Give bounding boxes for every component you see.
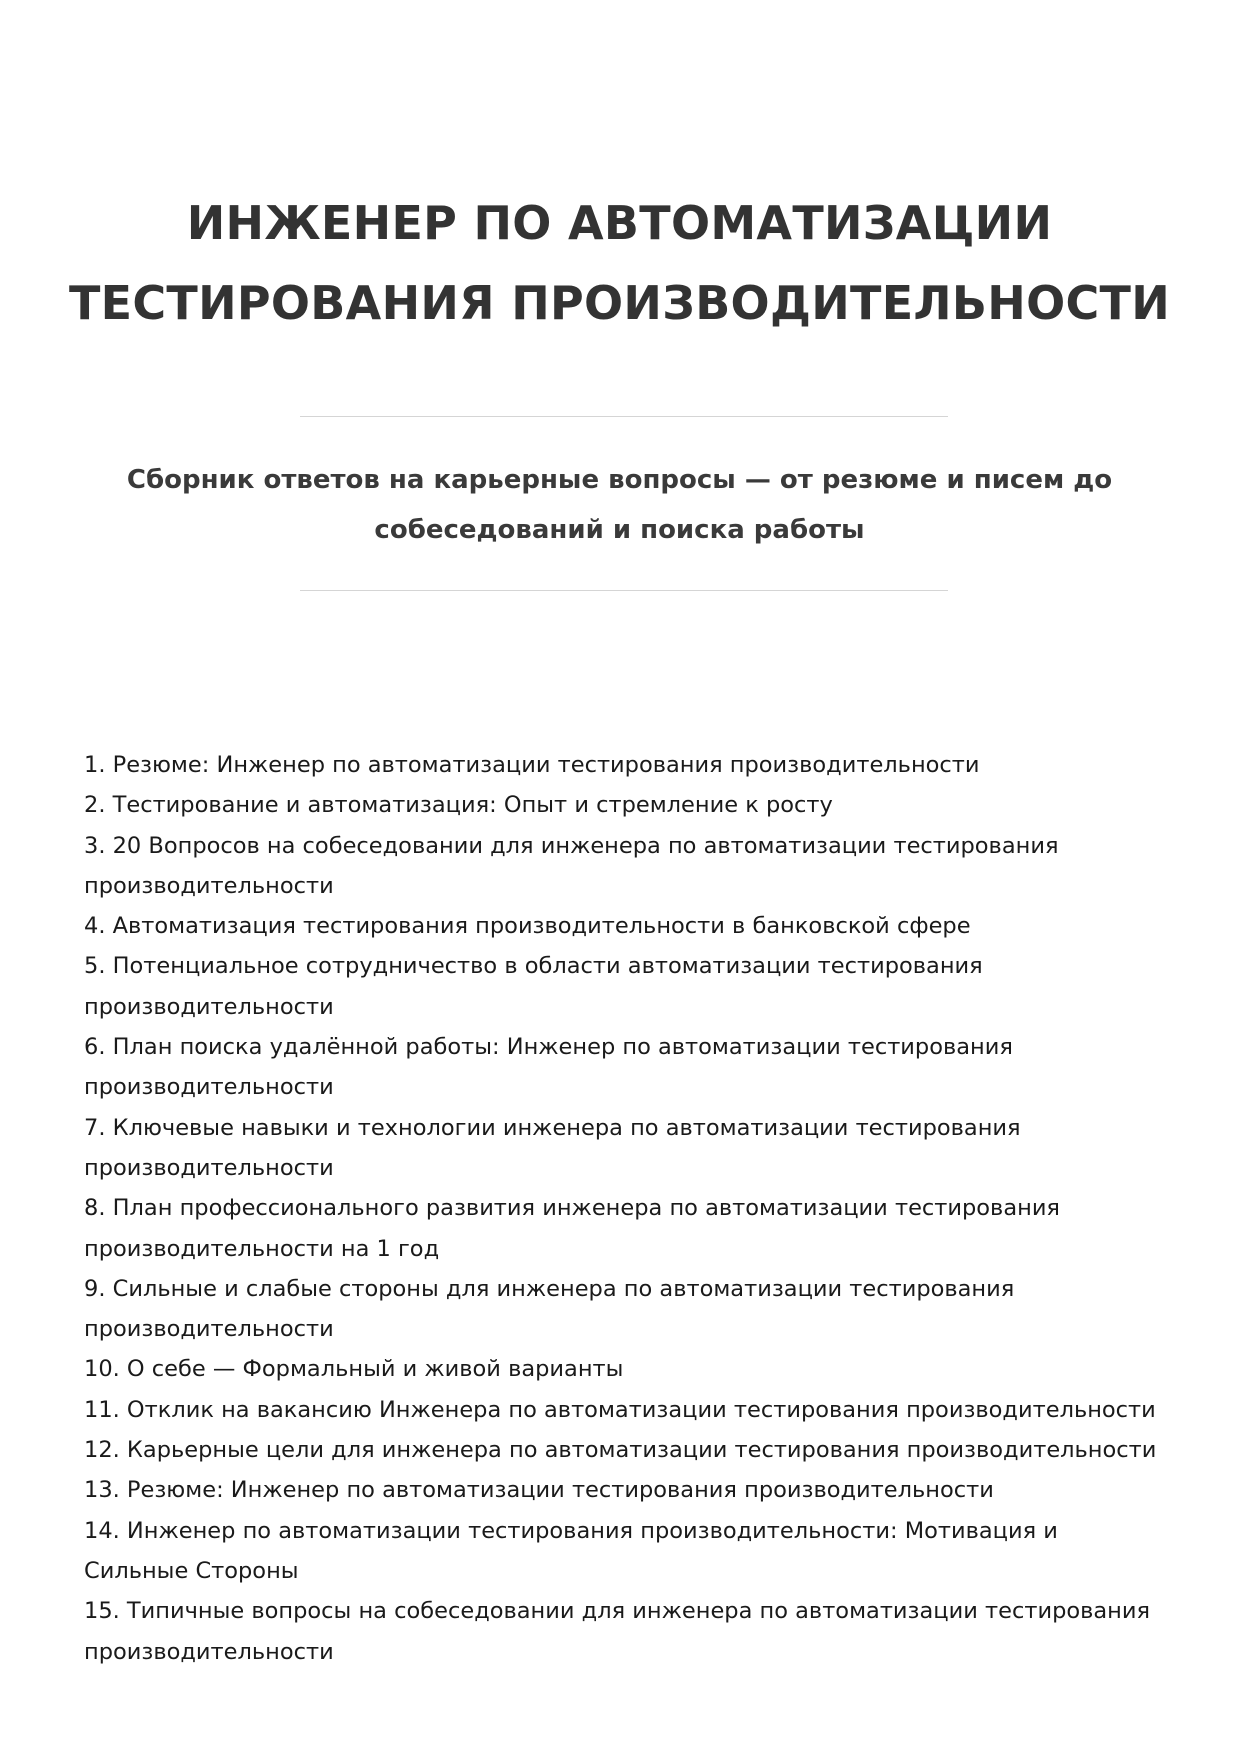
toc-item: 8. План профессионального развития инженера по автоматизации тестирования производительности на 1 год (84, 1195, 1060, 1262)
toc-item: 2. Тестирование и автоматизация: Опыт и стремление к росту (84, 792, 833, 819)
toc-item: 4. Автоматизация тестирования производительности в банковской сфере (84, 913, 971, 940)
toc-item: 13. Резюме: Инженер по автоматизации тестирования производительности (84, 1477, 994, 1504)
toc-item: 7. Ключевые навыки и технологии инженера по автоматизации тестирования производительности (84, 1114, 1021, 1181)
toc-item: 11. Отклик на вакансию Инженера по автоматизации тестирования производительности (84, 1396, 1156, 1423)
title-line-2: ТЕСТИРОВАНИЯ ПРОИЗВОДИТЕЛЬНОСТИ (68, 276, 1171, 330)
title-line-1: ИНЖЕНЕР ПО АВТОМАТИЗАЦИИ (186, 196, 1053, 250)
toc-item: 9. Сильные и слабые стороны для инженера по автоматизации тестирования производительности (84, 1275, 1015, 1343)
bottom-divider (300, 590, 948, 591)
toc-item: 1. Резюме: Инженер по автоматизации тестирования производительности (84, 752, 980, 778)
table-of-contents (84, 745, 1164, 1672)
document-title (0, 183, 1239, 343)
toc-item: 6. План поиска удалённой работы: Инженер по автоматизации тестирования производительности (84, 1034, 1013, 1101)
toc-item: 10. О себе — Формальный и живой варианты (84, 1356, 624, 1383)
toc-item: 14. Инженер по автоматизации тестирования производительности: Мотивация и Сильные Стороны (84, 1517, 1058, 1584)
toc-item: 15. Типичные вопросы на собеседовании для инженера по автоматизации тестирования производительности (84, 1598, 1151, 1665)
top-divider (300, 416, 948, 417)
toc-item: 12. Карьерные цели для инженера по автоматизации тестирования производительности (84, 1437, 1157, 1464)
document-subtitle: Сборник ответов на карьерные вопросы — от резюме и писем до собеседований и поиска работы (126, 465, 1113, 545)
toc-item: 3. 20 Вопросов на собеседовании для инженера по автоматизации тестирования производительности (84, 832, 1059, 899)
toc-item: 5. Потенциальное сотрудничество в области автоматизации тестирования производительности (84, 953, 983, 1020)
